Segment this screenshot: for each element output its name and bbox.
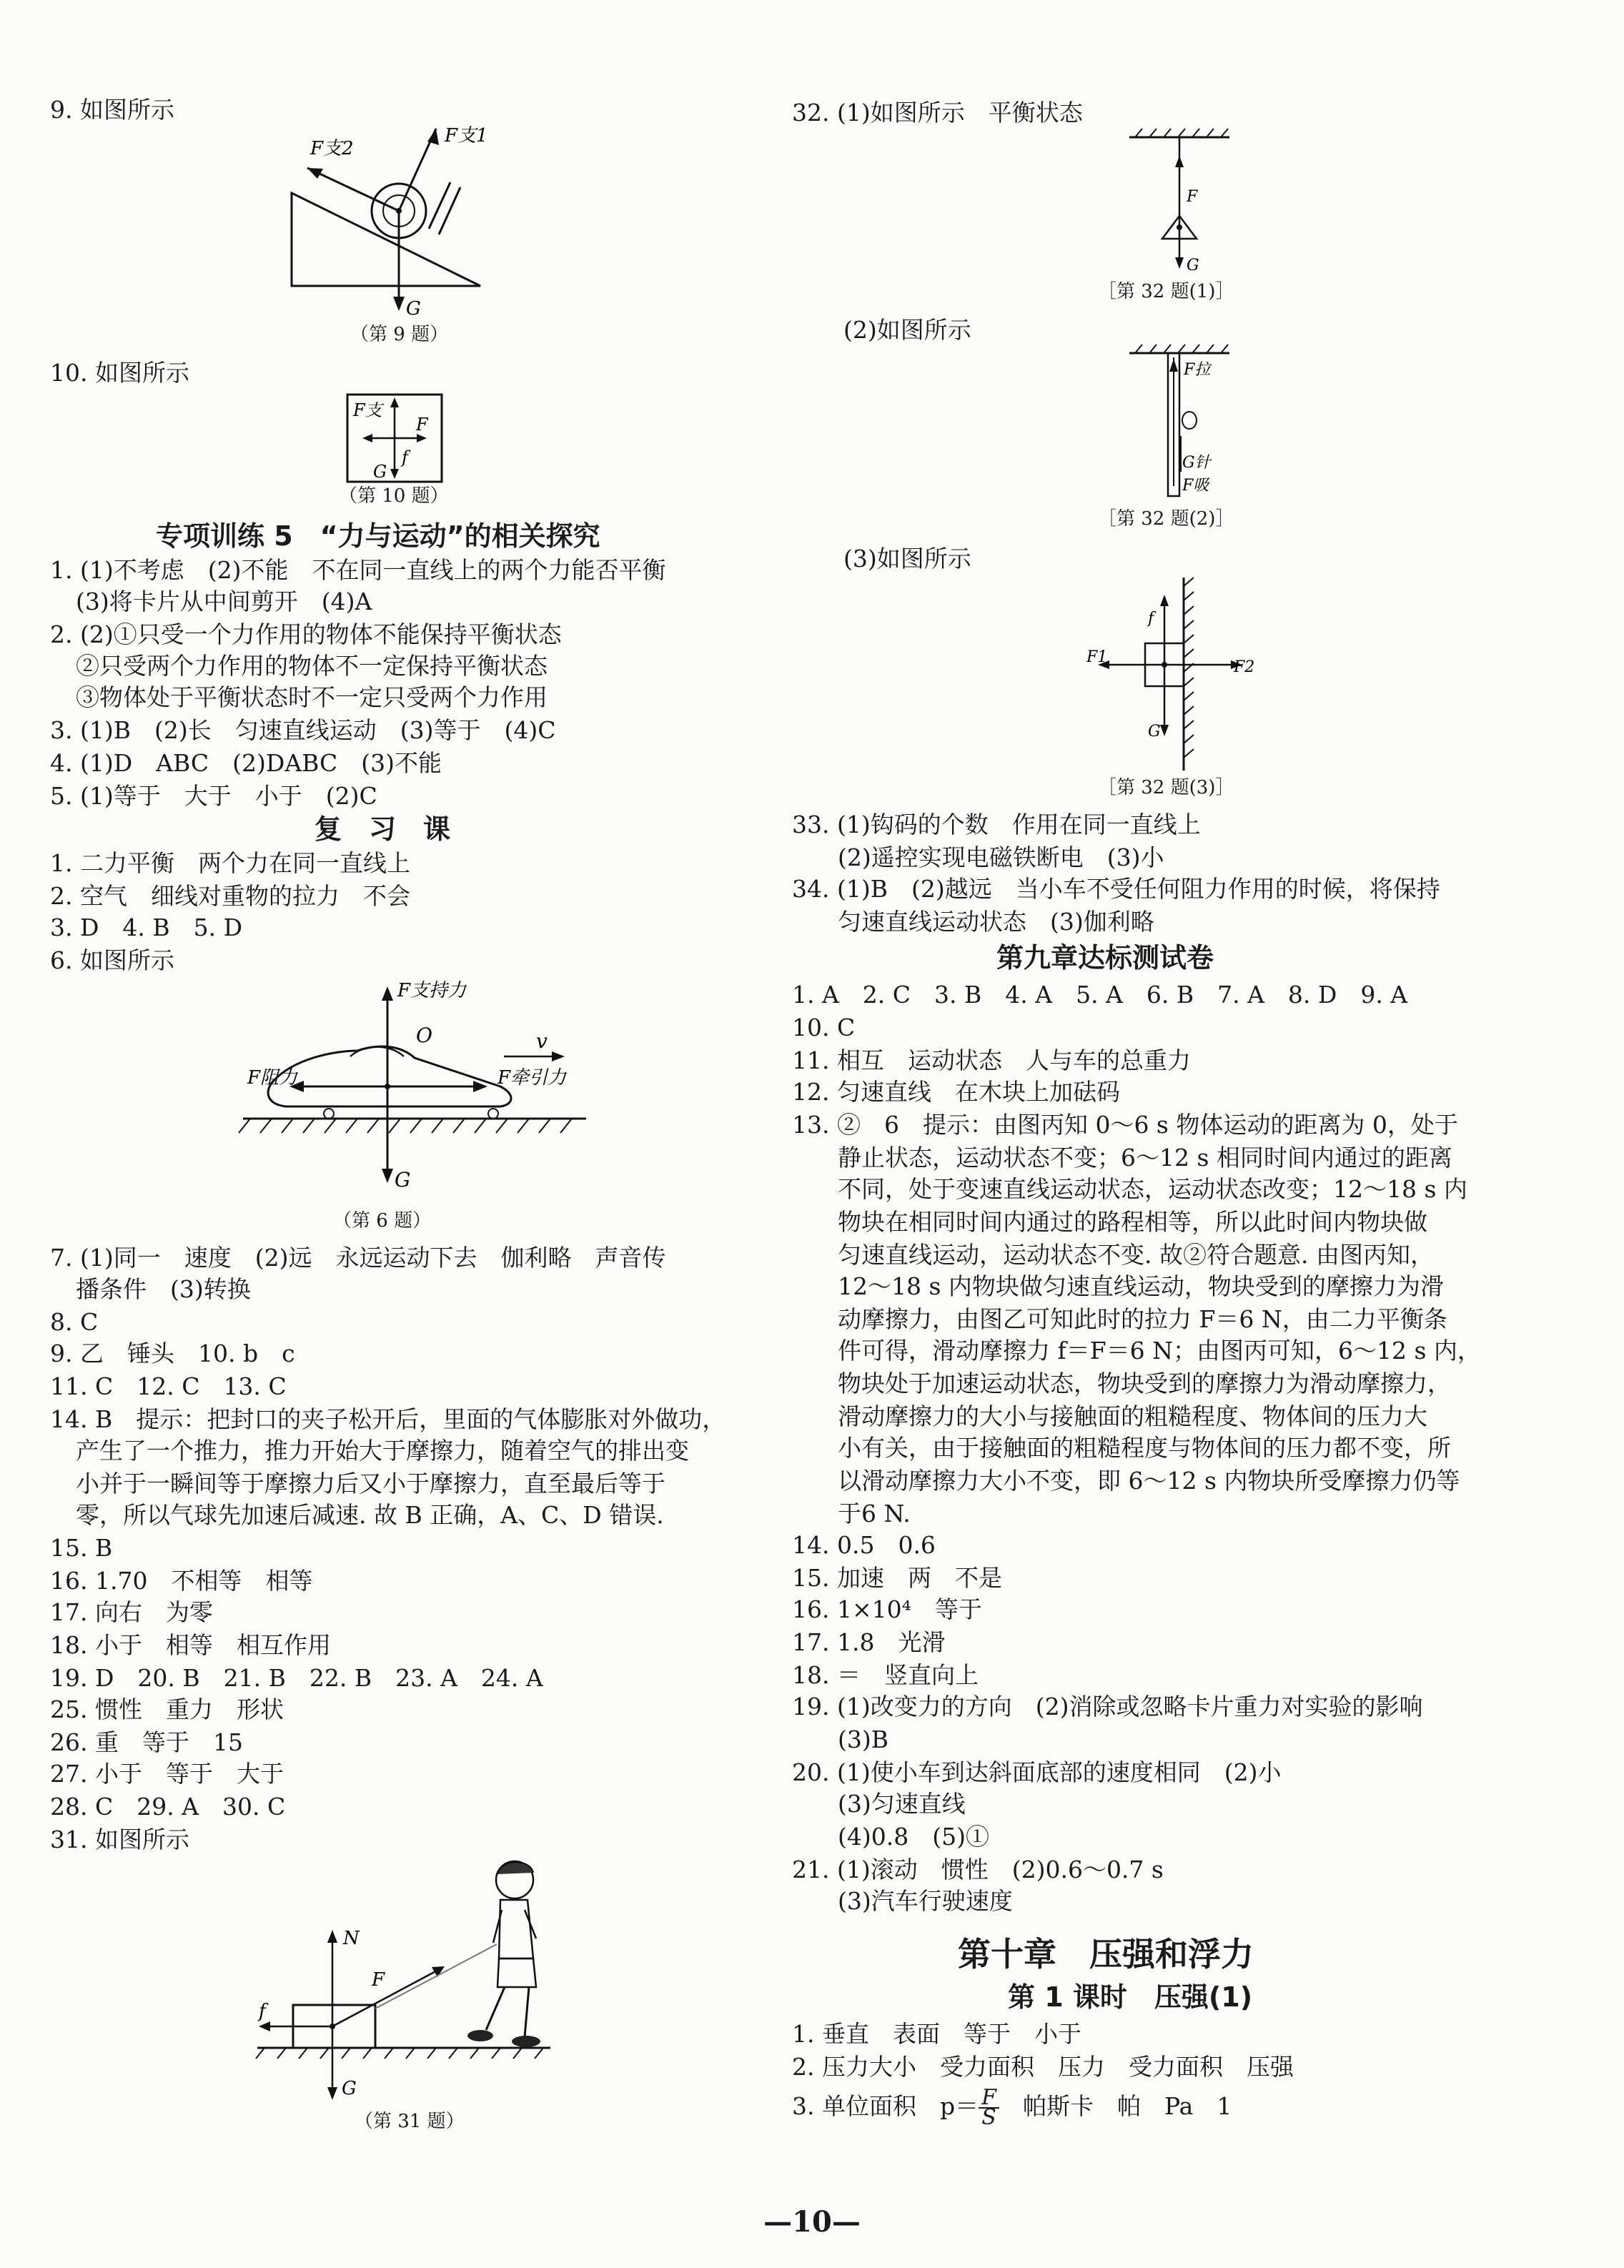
right-line-b7: 不同，处于变速直线运动状态，运动状态改变；12～18 s 内 xyxy=(838,1175,1467,1203)
label-gs: G针 xyxy=(1182,454,1211,472)
figure-9 xyxy=(286,122,515,329)
lesson-title: 第 1 课时 压强(1) xyxy=(1008,1981,1253,2013)
chapter-title: 第十章 压强和浮力 xyxy=(958,1935,1254,1974)
right-line-b25: 20. (1)使小车到达斜面底部的速度相同 (2)小 xyxy=(792,1758,1282,1786)
right-line-b28: 21. (1)滚动 惯性 (2)0.6～0.7 s xyxy=(792,1856,1164,1883)
review-line-9: 11. C 12. C 13. C xyxy=(50,1372,287,1400)
right-line-a2: (2)遥控实现电磁铁断电 (3)小 xyxy=(838,843,1164,871)
right-line-b13: 物块处于加速运动状态，物块受到的摩擦力为滑动摩擦力， xyxy=(838,1370,1451,1397)
caption-9: （第 9 题） xyxy=(350,324,449,345)
label-f1: F支1 xyxy=(445,125,488,147)
label-drag: F阻力 xyxy=(247,1067,298,1089)
caption-32-2: ［第 32 题(2)］ xyxy=(1098,508,1234,530)
label-fr: f xyxy=(402,447,408,467)
review-line-15: 16. 1.70 不相等 相等 xyxy=(50,1567,313,1595)
answer-3-formula xyxy=(792,2085,1232,2130)
s5-line-4: ②只受两个力作用的物体不一定保持平衡状态 xyxy=(76,652,548,680)
figure-31 xyxy=(250,1858,558,2101)
right-line-b21: 17. 1.8 光滑 xyxy=(792,1628,946,1656)
right-line-b11: 动摩擦力，由图乙可知此时的拉力 F＝6 N，由二力平衡条 xyxy=(838,1305,1447,1333)
label-g: G xyxy=(1187,257,1199,274)
review-line-8: 9. 乙 锤头 10. b c xyxy=(50,1339,295,1367)
review-title: 复 习 课 xyxy=(315,813,451,845)
label-fl: F拉 xyxy=(1184,361,1211,379)
review-line-22: 28. C 29. A 30. C xyxy=(50,1793,286,1821)
review-line-6: 播条件 (3)转换 xyxy=(76,1275,251,1303)
caption-32-1: ［第 32 题(1)］ xyxy=(1098,281,1234,302)
review-line-19: 25. 惯性 重力 形状 xyxy=(50,1695,284,1723)
right-line-b14: 滑动摩擦力的大小与接触面的粗糙程度、物体间的压力大 xyxy=(838,1402,1427,1430)
right-line-b4: 12. 匀速直线 在木块上加砝码 xyxy=(792,1078,1120,1106)
figure-32-1 xyxy=(1115,127,1244,277)
right-line-b22: 18. ＝ 竖直向上 xyxy=(792,1661,979,1689)
review-line-13: 零，所以气球先加速后减速. 故 B 正确，A、C、D 错误. xyxy=(76,1501,664,1529)
label-f1: F1 xyxy=(1086,648,1108,666)
right-line-b6: 静止状态，运动状态不变；6～12 s 相同时间内通过的距离 xyxy=(838,1144,1452,1172)
page-number: —10— xyxy=(763,2205,861,2239)
right-line-a1: 33. (1)钩码的个数 作用在同一直线上 xyxy=(792,811,1201,838)
right-line-b29: (3)汽车行驶速度 xyxy=(838,1887,1013,1915)
label-fs: F支 xyxy=(353,400,382,420)
label-f: F xyxy=(372,1969,385,1991)
label-f: F xyxy=(416,415,428,435)
review-line-3: 3. D 4. B 5. D xyxy=(50,913,243,941)
label-g: G xyxy=(342,2078,357,2099)
right-line-b3: 11. 相互 运动状态 人与车的总重力 xyxy=(792,1046,1191,1074)
review-line-4: 6. 如图所示 xyxy=(50,946,174,974)
right-line-b17: 于6 N. xyxy=(838,1500,911,1527)
right-line-b1: 1. A 2. C 3. B 4. A 5. A 6. B 7. A 8. D 9. A xyxy=(792,981,1408,1009)
right-line-b8: 物块在相同时间内通过的路程相等，所以此时间内物块做 xyxy=(838,1208,1427,1236)
right-line-b2: 10. C xyxy=(792,1014,856,1041)
s5-line-3: 2. (2)①只受一个力作用的物体不能保持平衡状态 xyxy=(50,620,562,648)
right-line-a3: 34. (1)B (2)越远 当小车不受任何阻力作用的时候，将保持 xyxy=(792,875,1440,903)
label-g: G xyxy=(373,462,387,482)
label-f: F xyxy=(1187,188,1198,206)
review-line-2: 2. 空气 细线对重物的拉力 不会 xyxy=(50,882,410,910)
label-f2: F支2 xyxy=(310,138,354,159)
answer-32-2: (2)如图所示 xyxy=(843,316,971,344)
right-line-b12: 件可得，滑动摩擦力 f＝F＝6 N；由图丙可知，6～12 s 内， xyxy=(838,1337,1481,1365)
right-line-b5: 13. ② 6 提示：由图丙知 0～6 s 物体运动的距离为 0，处于 xyxy=(792,1111,1458,1139)
label-n: N xyxy=(343,1928,360,1949)
right-line-a4: 匀速直线运动状态 (3)伽利略 xyxy=(838,908,1154,936)
formula-prefix: 3. 单位面积 p＝ xyxy=(792,2092,979,2120)
review-line-20: 26. 重 等于 15 xyxy=(50,1728,243,1756)
label-g: G xyxy=(1148,723,1161,741)
fraction-numerator: F xyxy=(979,2089,999,2109)
right-line-b16: 以滑动摩擦力大小不变，即 6～12 s 内物块所受摩擦力仍等 xyxy=(838,1467,1460,1495)
label-o: O xyxy=(416,1024,432,1047)
review-line-5: 7. (1)同一 速度 (2)远 永远运动下去 伽利略 声音传 xyxy=(50,1244,666,1272)
right-line-b9: 匀速直线运动，运动状态不变. 故②符合题意. 由图丙知， xyxy=(838,1241,1434,1269)
figure-10 xyxy=(345,392,445,485)
right-line-b23: 19. (1)改变力的方向 (2)消除或忽略卡片重力对实验的影响 xyxy=(792,1693,1423,1720)
review-line-23: 31. 如图所示 xyxy=(50,1826,189,1853)
right-line-b27: (4)0.8 (5)① xyxy=(838,1823,989,1851)
s5-line-8: 5. (1)等于 大于 小于 (2)C xyxy=(50,782,377,810)
right-line-b24: (3)B xyxy=(838,1725,888,1753)
s5-line-6: 3. (1)B (2)长 匀速直线运动 (3)等于 (4)C xyxy=(50,716,556,744)
figure-32-3 xyxy=(1086,572,1258,772)
right-line-b10: 12～18 s 内物块做匀速直线运动，物块受到的摩擦力为滑 xyxy=(838,1272,1444,1300)
answer-9: 9. 如图所示 xyxy=(50,96,174,124)
section-5-title: 专项训练 5 “力与运动”的相关探究 xyxy=(156,520,600,552)
label-fr: f xyxy=(259,2001,266,2022)
s5-line-1: 1. (1)不考虑 (2)不能 不在同一直线上的两个力能否平衡 xyxy=(50,556,666,584)
caption-6: （第 6 题） xyxy=(333,1210,432,1232)
label-g: G xyxy=(406,298,421,320)
right-line-b19: 15. 加速 两 不是 xyxy=(792,1564,1002,1592)
label-g: G xyxy=(395,1168,411,1192)
review-line-16: 17. 向右 为零 xyxy=(50,1598,213,1626)
right-line-c1: 1. 垂直 表面 等于 小于 xyxy=(792,2020,1081,2048)
right-line-b15: 小有关，由于接触面的粗糙程度与物体间的压力都不变，所 xyxy=(838,1434,1451,1462)
label-pull: F牵引力 xyxy=(497,1067,567,1089)
caption-10: （第 10 题） xyxy=(339,485,449,507)
s5-line-2: (3)将卡片从中间剪开 (4)A xyxy=(76,588,372,615)
caption-31: （第 31 题） xyxy=(355,2111,465,2132)
label-f2: F2 xyxy=(1234,658,1255,676)
right-line-b20: 16. 1×10⁴ 等于 xyxy=(792,1595,982,1623)
fraction-denominator: S xyxy=(981,2105,996,2130)
right-line-b26: (3)匀速直线 xyxy=(838,1790,966,1818)
s5-line-5: ③物体处于平衡状态时不一定只受两个力作用 xyxy=(76,683,548,711)
test-title: 第九章达标测试卷 xyxy=(996,942,1214,974)
review-line-11: 产生了一个推力，推力开始大于摩擦力，随着空气的排出变 xyxy=(76,1437,689,1465)
right-line-c2: 2. 压力大小 受力面积 压力 受力面积 压强 xyxy=(792,2053,1294,2081)
review-line-1: 1. 二力平衡 两个力在同一直线上 xyxy=(50,849,410,877)
figure-32-2 xyxy=(1115,343,1244,500)
review-line-17: 18. 小于 相等 相互作用 xyxy=(50,1631,331,1659)
label-f: f xyxy=(1148,610,1154,628)
answer-32-1: 32. (1)如图所示 平衡状态 xyxy=(792,99,1083,127)
right-line-b18: 14. 0.5 0.6 xyxy=(792,1531,936,1559)
label-up: F支持力 xyxy=(397,980,467,1001)
label-v: v xyxy=(536,1029,548,1053)
review-line-14: 15. B xyxy=(50,1534,113,1562)
review-line-12: 小并于一瞬间等于摩擦力后又小于摩擦力，直至最后等于 xyxy=(76,1470,665,1497)
fraction xyxy=(979,2085,999,2130)
review-line-18: 19. D 20. B 21. B 22. B 23. A 24. A xyxy=(50,1664,543,1692)
formula-suffix: 帕斯卡 帕 Pa 1 xyxy=(999,2092,1232,2120)
figure-6 xyxy=(229,979,600,1208)
review-line-7: 8. C xyxy=(50,1308,99,1336)
review-line-21: 27. 小于 等于 大于 xyxy=(50,1760,284,1788)
answer-10: 10. 如图所示 xyxy=(50,359,189,387)
caption-32-3: ［第 32 题(3)］ xyxy=(1098,777,1234,798)
s5-line-7: 4. (1)D ABC (2)DABC (3)不能 xyxy=(50,749,442,777)
answer-32-3: (3)如图所示 xyxy=(843,545,971,573)
review-line-10: 14. B 提示：把封口的夹子松开后，里面的气体膨胀对外做功， xyxy=(50,1405,726,1433)
label-fx: F吸 xyxy=(1182,477,1209,495)
